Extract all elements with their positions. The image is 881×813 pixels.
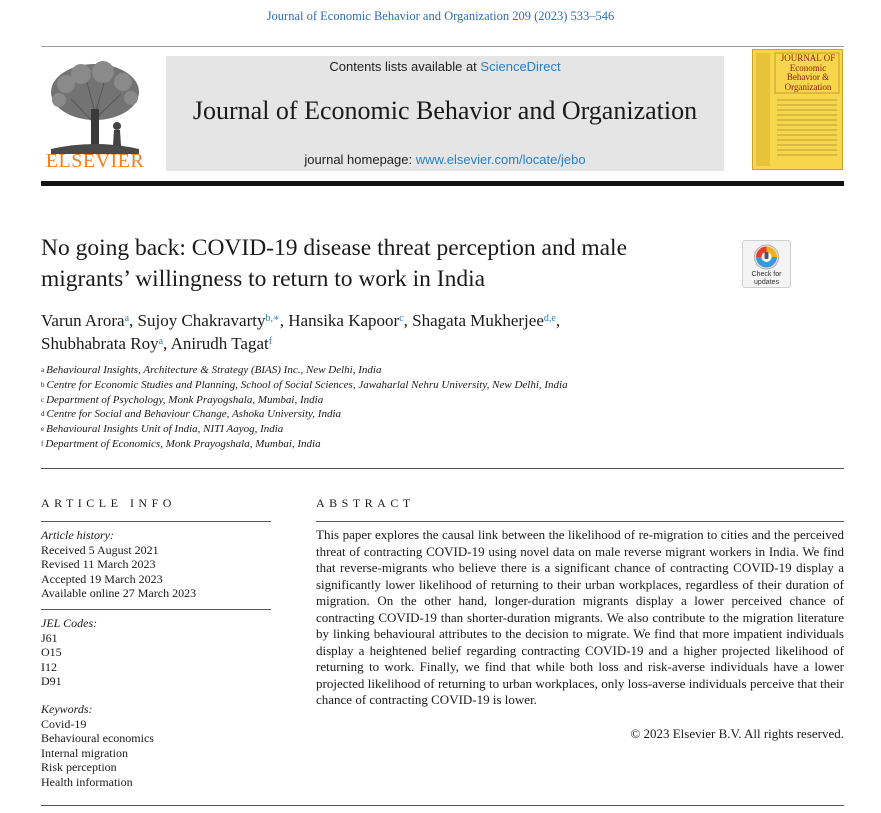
author-affiliation-marker[interactable]: c xyxy=(399,313,404,324)
history-item: Received 5 August 2021 xyxy=(41,542,159,557)
affiliation-list xyxy=(41,363,841,452)
author-affiliation-marker[interactable]: a xyxy=(124,313,130,324)
homepage-line xyxy=(166,152,724,167)
history-item: Available online 27 March 2023 xyxy=(41,586,197,601)
affiliation-text: Centre for Social and Behaviour Change, Ashoka University, India xyxy=(46,408,342,421)
author-affiliation-marker[interactable]: d,e xyxy=(543,313,556,324)
author-line-2 xyxy=(41,332,831,355)
author-affiliation-marker[interactable]: b,∗ xyxy=(265,313,280,324)
author-separator: , xyxy=(163,334,171,353)
author-list xyxy=(41,309,831,355)
author-separator: , xyxy=(279,311,289,330)
keyword[interactable]: Behavioural economics xyxy=(41,731,154,746)
bottom-divider xyxy=(41,805,844,806)
history-item: Revised 11 March 2023 xyxy=(41,557,156,572)
jel-code: J61 xyxy=(41,630,58,645)
jel-codes xyxy=(41,616,271,689)
author-separator: , xyxy=(129,311,138,330)
abstract-heading: ABSTRACT xyxy=(316,496,415,510)
article-info-heading: ARTICLE INFO xyxy=(41,496,176,510)
homepage-link[interactable]: www.elsevier.com/locate/jebo xyxy=(415,152,586,167)
affiliation-marker: a xyxy=(41,366,45,374)
author-name[interactable]: Hansika Kapoor xyxy=(288,311,400,330)
contents-prefix: Contents lists available at xyxy=(329,59,477,74)
author-separator: , xyxy=(403,311,413,330)
affiliation-marker: b xyxy=(41,380,45,389)
affiliation-text: Centre for Economic Studies and Planning, School of Social Sciences, Jawaharlal Nehru University, New Delhi, India xyxy=(46,378,568,391)
keyword[interactable]: Internal migration xyxy=(41,745,128,760)
journal-citation[interactable]: Journal of Economic Behavior and Organization 209 (2023) 533–546 xyxy=(266,9,615,23)
article-info-rule xyxy=(41,521,271,522)
author-name[interactable]: Anirudh Tagat xyxy=(170,334,269,353)
affiliation-item xyxy=(41,393,841,408)
affiliation-item xyxy=(41,422,841,437)
affiliation-text: Department of Psychology, Monk Prayogshala, Mumbai, India xyxy=(46,393,324,406)
affiliation-marker: d xyxy=(41,410,45,419)
author-affiliation-marker[interactable]: f xyxy=(268,336,273,347)
keyword[interactable]: Health information xyxy=(41,774,133,789)
article-history-label: Article history: xyxy=(41,528,114,542)
jel-code: D91 xyxy=(41,674,62,689)
abstract-rule xyxy=(316,521,844,522)
keyword[interactable]: Risk perception xyxy=(41,760,117,775)
affiliation-text: Department of Economics, Monk Prayogshala, Mumbai, India xyxy=(45,437,321,450)
affiliation-item xyxy=(41,378,841,393)
check-updates-icon xyxy=(743,243,790,273)
affiliation-text: Behavioural Insights, Architecture & Strategy (BIAS) Inc., New Delhi, India xyxy=(46,364,382,376)
affiliation-marker: e xyxy=(41,425,45,434)
check-updates-label: Check for updates xyxy=(751,271,782,286)
abstract-text: This paper explores the causal link between the likelihood of re-migration to cities and the perceived threat of contracting COVID-19 using novel data on male reverse migrant workers in India. We find that reverse-migrants who believe there is a significant chance of contracting COVID-19 display a significantly lower likelihood of returning to their urban workplaces, regardless of their duration of migration. On the other hand, longer-duration migrants display a lower perceived chance of contracting COVID-19 than shorter-duration migrants. We also contribute to the migration literature by linking behavioural attributes to the decision to migrate. We find that more impatient individuals display a heightened belief regarding contracting COVID-19 and a higher projected likelihood of returning to work. Finally, we find that while both loss and risk-averse individuals have a lower projected likelihood of returning to urban workplaces, only loss-averse individuals perceive that their chance of contracting COVID-19 is lower. xyxy=(316,527,844,707)
elsevier-wordmark: ELSEVIER xyxy=(45,150,145,172)
copyright-notice: © 2023 Elsevier B.V. All rights reserved. xyxy=(630,726,844,741)
affiliation-item xyxy=(41,437,841,452)
article-history xyxy=(41,528,271,601)
cover-title: JOURNAL OF Economic Behavior & Organization xyxy=(780,53,836,92)
author-affiliation-marker[interactable]: a xyxy=(158,336,164,347)
homepage-prefix: journal homepage: xyxy=(304,152,413,167)
author-line-1 xyxy=(41,309,831,332)
author-name[interactable]: Sujoy Chakravarty xyxy=(137,311,266,330)
affiliation-item xyxy=(41,407,841,422)
article-title-line-1: No going back: COVID-19 disease threat perception and male xyxy=(41,235,628,261)
sciencedirect-link[interactable]: ScienceDirect xyxy=(480,59,561,74)
author-name[interactable]: Shubhabrata Roy xyxy=(41,334,159,353)
jel-codes-label: JEL Codes: xyxy=(41,616,98,630)
affiliation-item xyxy=(41,363,841,378)
author-name[interactable]: Shagata Mukherjee xyxy=(412,311,544,330)
keywords xyxy=(41,702,271,790)
keyword[interactable]: Covid-19 xyxy=(41,716,87,731)
article-title-line-2: migrants’ willingness to return to work in India xyxy=(41,266,486,292)
affiliation-text: Behavioural Insights Unit of India, NITI Aayog, India xyxy=(46,423,284,436)
author-name[interactable]: Varun Arora xyxy=(41,311,125,330)
article-title xyxy=(41,233,731,295)
journal-header-banner xyxy=(166,56,724,171)
affiliation-marker: c xyxy=(41,395,45,404)
journal-name: Journal of Economic Behavior and Organization xyxy=(192,96,698,125)
history-item: Accepted 19 March 2023 xyxy=(41,571,163,586)
contents-line xyxy=(166,59,724,74)
article-info-rule xyxy=(41,609,271,610)
check-for-updates-button[interactable] xyxy=(742,240,791,288)
journal-cover-image[interactable] xyxy=(752,49,843,170)
header-bottom-rule xyxy=(41,181,844,186)
header-top-rule xyxy=(41,46,844,47)
section-divider xyxy=(41,468,844,469)
jel-code: O15 xyxy=(41,645,62,660)
author-separator: , xyxy=(555,311,561,330)
jel-code: I12 xyxy=(41,659,57,674)
affiliation-marker: f xyxy=(41,439,44,448)
keywords-label: Keywords: xyxy=(41,702,93,716)
